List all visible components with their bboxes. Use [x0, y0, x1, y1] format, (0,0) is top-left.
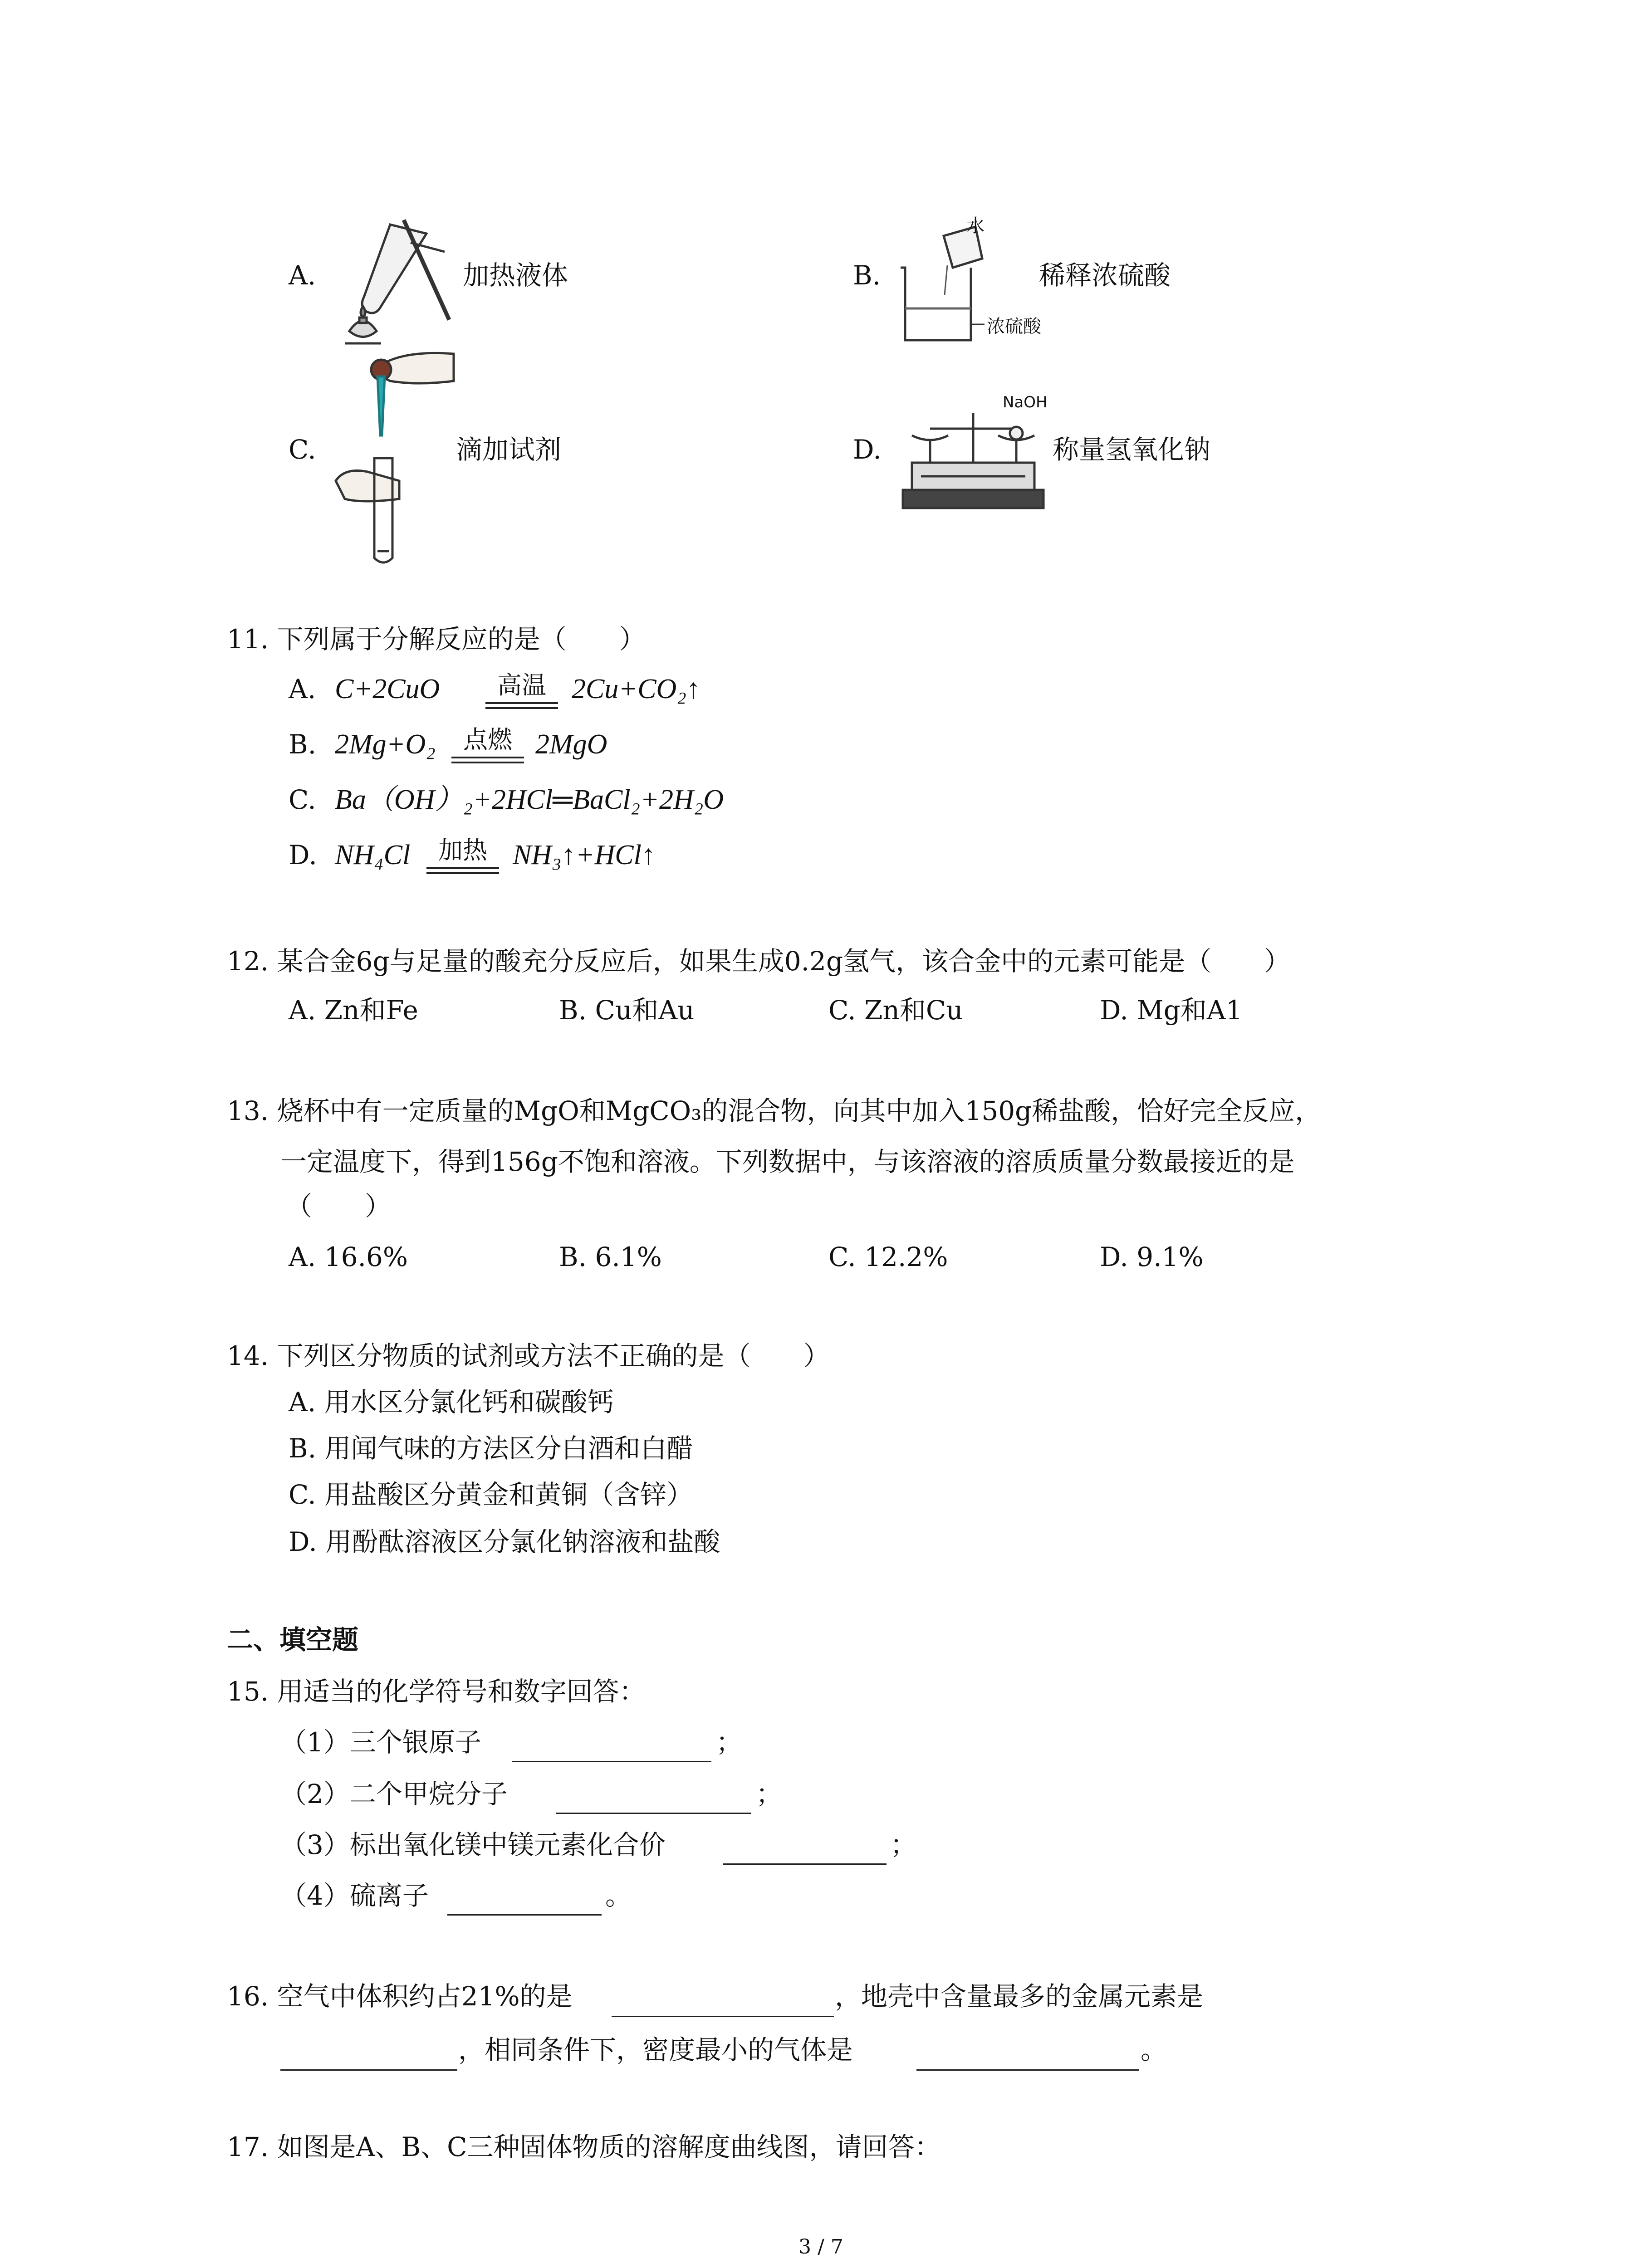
q12-option-b: B. Cu和Au	[559, 995, 695, 1026]
q11-b-left: 2Mg+O₂	[335, 729, 436, 760]
q15-semicolon-3: ；	[890, 1829, 917, 1860]
q11-c-equation: Ba（OH）₂+2HCl═BaCl₂+2H₂O	[335, 784, 724, 815]
q17-stem: 17. 如图是A、B、C三种固体物质的溶解度曲线图，请回答：	[227, 2131, 941, 2162]
q15-part4: （4）硫离子	[280, 1880, 429, 1911]
q12-option-a: A. Zn和Fe	[289, 995, 418, 1026]
q11-b-right: 2MgO	[535, 729, 607, 760]
q11-d-condition: 加热	[426, 838, 499, 874]
q15-part2: （2）二个甲烷分子	[280, 1779, 508, 1809]
option-d-label: 称量氢氧化钠	[1053, 434, 1211, 465]
q15-part3: （3）标出氧化镁中镁元素化合价	[280, 1829, 666, 1860]
q15-semicolon-1: ；	[716, 1727, 743, 1758]
q15-semicolon-2: ；	[756, 1779, 783, 1809]
q14-option-c: C. 用盐酸区分黄金和黄铜（含锌）	[289, 1479, 693, 1510]
sulfuric-acid-label: 浓硫酸	[987, 316, 1041, 337]
q12-option-c: C. Zn和Cu	[828, 995, 963, 1026]
q16-answer-blank-1[interactable]	[612, 2016, 834, 2017]
q16-part3: ，相同条件下，密度最小的气体是	[458, 2034, 853, 2065]
option-a-letter: A.	[289, 260, 316, 291]
option-b-letter: B.	[853, 260, 881, 291]
heating-liquid-illustration	[336, 215, 472, 352]
q11-b-condition: 点燃	[451, 728, 524, 763]
q11-stem: 11. 下列属于分解反应的是（ ）	[227, 624, 646, 655]
page-number: 3 / 7	[798, 2235, 843, 2258]
q12-option-d: D. Mg和A1	[1100, 995, 1243, 1026]
q13-line2: 一定温度下，得到156g不饱和溶液。下列数据中，与该溶液的溶质质量分数最接近的是	[280, 1146, 1295, 1177]
q16-answer-blank-3[interactable]	[916, 2069, 1139, 2071]
q11-d-right: NH₃↑+HCl↑	[513, 840, 656, 870]
option-a-label: 加热液体	[463, 260, 568, 291]
q13-line1: 13. 烧杯中有一定质量的MgO和MgCO₃的混合物，向其中加入150g稀盐酸，恰好完全反应，	[227, 1095, 1322, 1126]
q11-d-letter: D.	[289, 840, 317, 870]
q11-c-letter: C.	[289, 784, 316, 815]
option-c-letter: C.	[289, 434, 316, 465]
option-b-label: 稀释浓硫酸	[1039, 260, 1171, 291]
option-c-label: 滴加试剂	[456, 434, 562, 465]
naoh-label: NaOH	[1003, 393, 1048, 411]
q15-part1: （1）三个银原子	[280, 1727, 481, 1758]
q14-option-d: D. 用酚酞溶液区分氯化钠溶液和盐酸	[289, 1526, 720, 1557]
water-label: 水	[966, 215, 985, 236]
q15-stem: 15. 用适当的化学符号和数字回答：	[227, 1676, 646, 1707]
dropping-reagent-illustration	[327, 345, 463, 572]
q16-part1: 16. 空气中体积约占21%的是	[227, 1981, 573, 2012]
q11-d-left: NH₄Cl	[335, 840, 411, 870]
q11-a-right: 2Cu+CO₂↑	[572, 674, 700, 704]
q15-period: 。	[605, 1880, 632, 1911]
q15-answer-blank-3[interactable]	[723, 1863, 887, 1865]
q11-a-left: C+2CuO	[335, 674, 440, 704]
section-heading: 二、填空题	[227, 1624, 359, 1655]
q11-a-letter: A.	[289, 674, 316, 704]
q16-answer-blank-2[interactable]	[280, 2069, 457, 2071]
q13-line3: （ ）	[286, 1191, 392, 1222]
q13-option-d: D. 9.1%	[1100, 1242, 1204, 1272]
q13-option-c: C. 12.2%	[828, 1242, 948, 1272]
q14-option-b: B. 用闻气味的方法区分白酒和白醋	[289, 1433, 693, 1464]
q16-end: 。	[1141, 2034, 1167, 2065]
q15-answer-blank-1[interactable]	[512, 1761, 711, 1762]
balance-scale-illustration	[894, 395, 1053, 517]
q12-stem: 12. 某合金6g与足量的酸充分反应后，如果生成0.2g氢气，该合金中的元素可能是（ ）	[227, 946, 1291, 977]
q11-b-letter: B.	[289, 729, 317, 760]
option-d-letter: D.	[853, 434, 882, 465]
q15-answer-blank-4[interactable]	[447, 1914, 602, 1916]
q13-option-a: A. 16.6%	[289, 1242, 408, 1272]
q16-part2: ，地壳中含量最多的金属元素是	[835, 1981, 1204, 2012]
q14-option-a: A. 用水区分氯化钙和碳酸钙	[289, 1387, 614, 1418]
q11-a-condition: 高温	[485, 673, 558, 709]
q15-answer-blank-2[interactable]	[556, 1813, 751, 1814]
q14-stem: 14. 下列区分物质的试剂或方法不正确的是（ ）	[227, 1340, 830, 1371]
q13-option-b: B. 6.1%	[559, 1242, 662, 1272]
